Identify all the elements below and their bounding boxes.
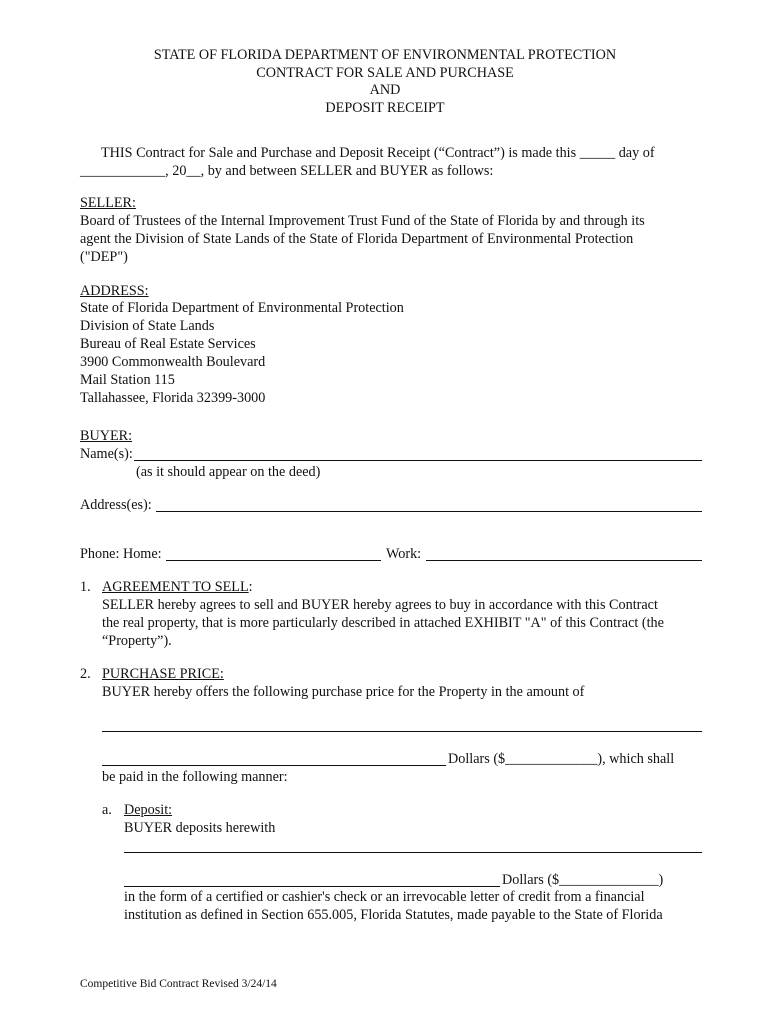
seller-heading: SELLER: <box>80 195 136 211</box>
section-2-heading: PURCHASE PRICE: <box>102 666 224 682</box>
buyer-names-field[interactable] <box>134 460 702 461</box>
phone-work-label: Work: <box>386 546 422 562</box>
section-2-number: 2. <box>80 666 91 682</box>
purchase-price-dollars: Dollars ($_____________), which shall <box>448 751 675 767</box>
intro-line-2: ____________, 20__, by and between SELLER and BUYER as follows: <box>80 163 494 179</box>
buyer-address-label: Address(es): <box>80 497 152 513</box>
subsection-a-line-2: in the form of a certified or cashier's check or an irrevocable letter of credit from a financial <box>124 889 645 905</box>
buyer-address-field[interactable] <box>156 511 702 512</box>
phone-home-field[interactable] <box>166 560 381 561</box>
deposit-words-field[interactable] <box>124 852 702 853</box>
section-1-colon: : <box>248 579 253 595</box>
page-footer: Competitive Bid Contract Revised 3/24/14 <box>80 978 277 990</box>
address-heading: ADDRESS: <box>80 283 149 299</box>
document-title <box>0 47 770 117</box>
phone-home-label: Phone: Home: <box>80 546 162 562</box>
seller-line-3: ("DEP") <box>80 249 128 265</box>
section-1-line-2: the real property, that is more particularly described in attached EXHIBIT "A" of this Contract (the <box>102 615 664 631</box>
seller-line-1: Board of Trustees of the Internal Improvement Trust Fund of the State of Florida by and through its <box>80 213 645 229</box>
section-2-line-1: BUYER hereby offers the following purchase price for the Property in the amount of <box>102 684 585 700</box>
purchase-price-words-field-2[interactable] <box>102 765 446 766</box>
section-1-heading-wrap <box>102 579 253 597</box>
buyer-names-label: Name(s): <box>80 446 133 462</box>
section-1-number: 1. <box>80 579 91 595</box>
buyer-names-hint: (as it should appear on the deed) <box>136 464 321 480</box>
deposit-dollars: Dollars ($______________) <box>502 872 664 888</box>
title-line-1: STATE OF FLORIDA DEPARTMENT OF ENVIRONMENTAL PROTECTION <box>153 47 617 63</box>
section-1-line-1: SELLER hereby agrees to sell and BUYER hereby agrees to buy in accordance with this Contract <box>102 597 658 613</box>
title-line-3: AND <box>369 82 401 99</box>
section-2-manner: be paid in the following manner: <box>102 769 288 785</box>
address-line-3: Bureau of Real Estate Services <box>80 336 256 352</box>
address-line-4: 3900 Commonwealth Boulevard <box>80 354 266 370</box>
subsection-a-letter: a. <box>102 802 112 818</box>
title-line-4: DEPOSIT RECEIPT <box>325 99 445 116</box>
deposit-words-field-2[interactable] <box>124 886 500 887</box>
subsection-a-line-1: BUYER deposits herewith <box>124 820 276 836</box>
address-line-6: Tallahassee, Florida 32399-3000 <box>80 390 266 406</box>
address-line-1: State of Florida Department of Environmental Protection <box>80 300 404 316</box>
seller-line-2: agent the Division of State Lands of the State of Florida Department of Environmental Protection <box>80 231 634 247</box>
section-1-heading: AGREEMENT TO SELL <box>102 579 249 595</box>
phone-work-field[interactable] <box>426 560 702 561</box>
address-line-2: Division of State Lands <box>80 318 215 334</box>
section-1-line-3: “Property”). <box>102 633 172 649</box>
intro-line-1: THIS Contract for Sale and Purchase and Deposit Receipt (“Contract”) is made this _____ day of <box>101 145 655 161</box>
subsection-a-line-3: institution as defined in Section 655.005, Florida Statutes, made payable to the State of Florida <box>124 907 663 923</box>
subsection-a-heading: Deposit: <box>124 802 173 818</box>
address-line-5: Mail Station 115 <box>80 372 175 388</box>
purchase-price-words-field[interactable] <box>102 731 702 732</box>
buyer-heading: BUYER: <box>80 428 133 444</box>
title-line-2: CONTRACT FOR SALE AND PURCHASE <box>256 64 514 81</box>
